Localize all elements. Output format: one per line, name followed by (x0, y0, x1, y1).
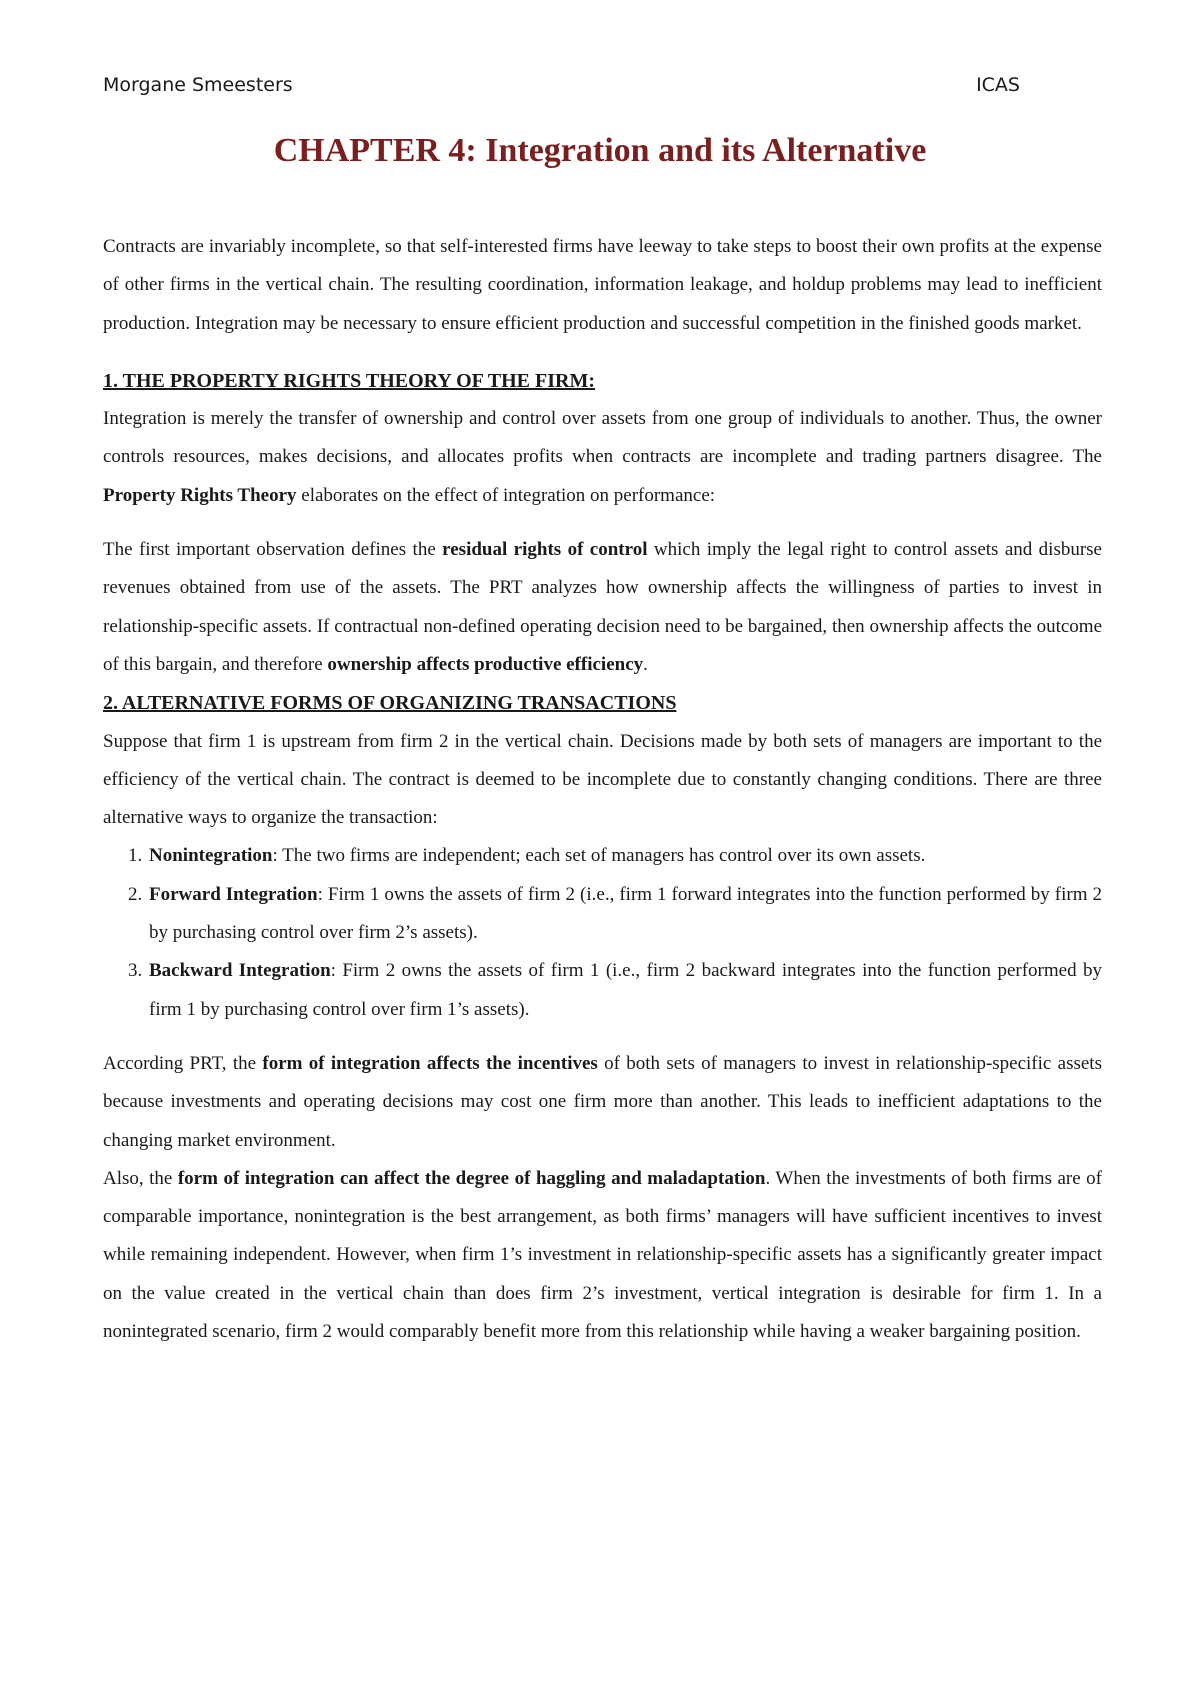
text-run: elaborates on the effect of integration on performance: (296, 484, 716, 506)
header-author: Morgane Smeesters (103, 74, 293, 96)
intro-paragraph: Contracts are invariably incomplete, so that self-interested firms have leeway to take steps to boost their own profits at the expense of other firms in the vertical chain. The resulting coordination, information leakage, and holdup problems may lead to inefficient production. Integration may be necessary to ensure efficient production and successful competition in the finished goods market. (103, 236, 1102, 334)
bold-term: ownership affects productive efficiency (327, 653, 644, 675)
text-run: Also, the (103, 1167, 178, 1189)
list-item (147, 837, 1102, 875)
bold-term: form of integration affects the incentives (262, 1052, 598, 1074)
bold-term: form of integration can affect the degree of haggling and maladaptation (177, 1167, 766, 1189)
section-2-paragraph-3 (103, 1160, 1102, 1351)
bold-term: Backward Integration (149, 960, 331, 982)
section-2-paragraph-1: Suppose that firm 1 is upstream from firm 2 in the vertical chain. Decisions made by both sets of managers are important to the efficiency of the vertical chain. The contract is deemed to be incomplete due to constantly changing conditions. There are three alternative ways to organize the transaction: (103, 730, 1102, 829)
text-run: which imply the legal right to control assets and disburse revenues obtained from use of the assets. The PRT analyzes how ownership affects the willingness of parties to invest in relationship-specific assets. If contractual non-defined operating decision need to be bargained, then ownership affects the outcome of this bargain, and therefore (103, 539, 1102, 675)
bold-term: Property Rights Theory (103, 484, 297, 506)
section-1-paragraph-2 (103, 531, 1102, 684)
page-header (103, 74, 1020, 104)
text-run: . When the investments of both firms are of comparable importance, nonintegration is the best arrangement, as both firms’ managers will have sufficient incentives to invest while remaining independent. However, when firm 1’s investment in relationship-specific assets has a significantly greater impact on the value created in the vertical chain than does firm 2’s investment, vertical integration is desirable for firm 1. In a nonintegrated scenario, firm 2 would comparably benefit more from this relationship while having a weaker bargaining position. (103, 1167, 1102, 1343)
bold-term: residual rights of control (442, 539, 648, 561)
text-run: The first important observation defines the (103, 539, 443, 561)
section-1-heading: 1. THE PROPERTY RIGHTS THEORY OF THE FIRM: (103, 369, 595, 392)
list-item (147, 952, 1102, 1029)
text-run: Integration is merely the transfer of ownership and control over assets from one group of individuals to another. Thus, the owner controls resources, makes decisions, and allocates profits when contracts are incomplete and trading partners disagree. The (103, 408, 1102, 468)
bold-term: Nonintegration (149, 845, 273, 867)
text-run: : Firm 1 owns the assets of firm 2 (i.e., firm 1 forward integrates into the function performed by firm 2 by purchasing control over firm 2’s assets). (149, 883, 1102, 944)
chapter-title: CHAPTER 4: Integration and its Alternative (273, 132, 927, 169)
section-2-paragraph-2 (103, 1045, 1102, 1160)
text-run: : The two firms are independent; each set of managers has control over its own assets. (272, 845, 926, 867)
header-org: ICAS (976, 74, 1020, 96)
bold-term: Forward Integration (149, 883, 318, 905)
text-run: . (643, 653, 648, 675)
text-run: According PRT, the (103, 1052, 263, 1074)
section-1-paragraph-1 (103, 400, 1102, 515)
document-body (103, 228, 1102, 1351)
list-item (147, 876, 1102, 953)
integration-forms-list (103, 837, 1102, 1028)
text-run: : Firm 2 owns the assets of firm 1 (i.e., firm 2 backward integrates into the function performed by firm 1 by purchasing control over firm 1’s assets). (149, 960, 1102, 1020)
section-2-heading: 2. ALTERNATIVE FORMS OF ORGANIZING TRANSACTIONS (103, 692, 677, 715)
text-run: of both sets of managers to invest in relationship-specific assets because investments and operating decisions may cost one firm more than another. This leads to inefficient adaptations to the changing market environment. (103, 1052, 1102, 1151)
